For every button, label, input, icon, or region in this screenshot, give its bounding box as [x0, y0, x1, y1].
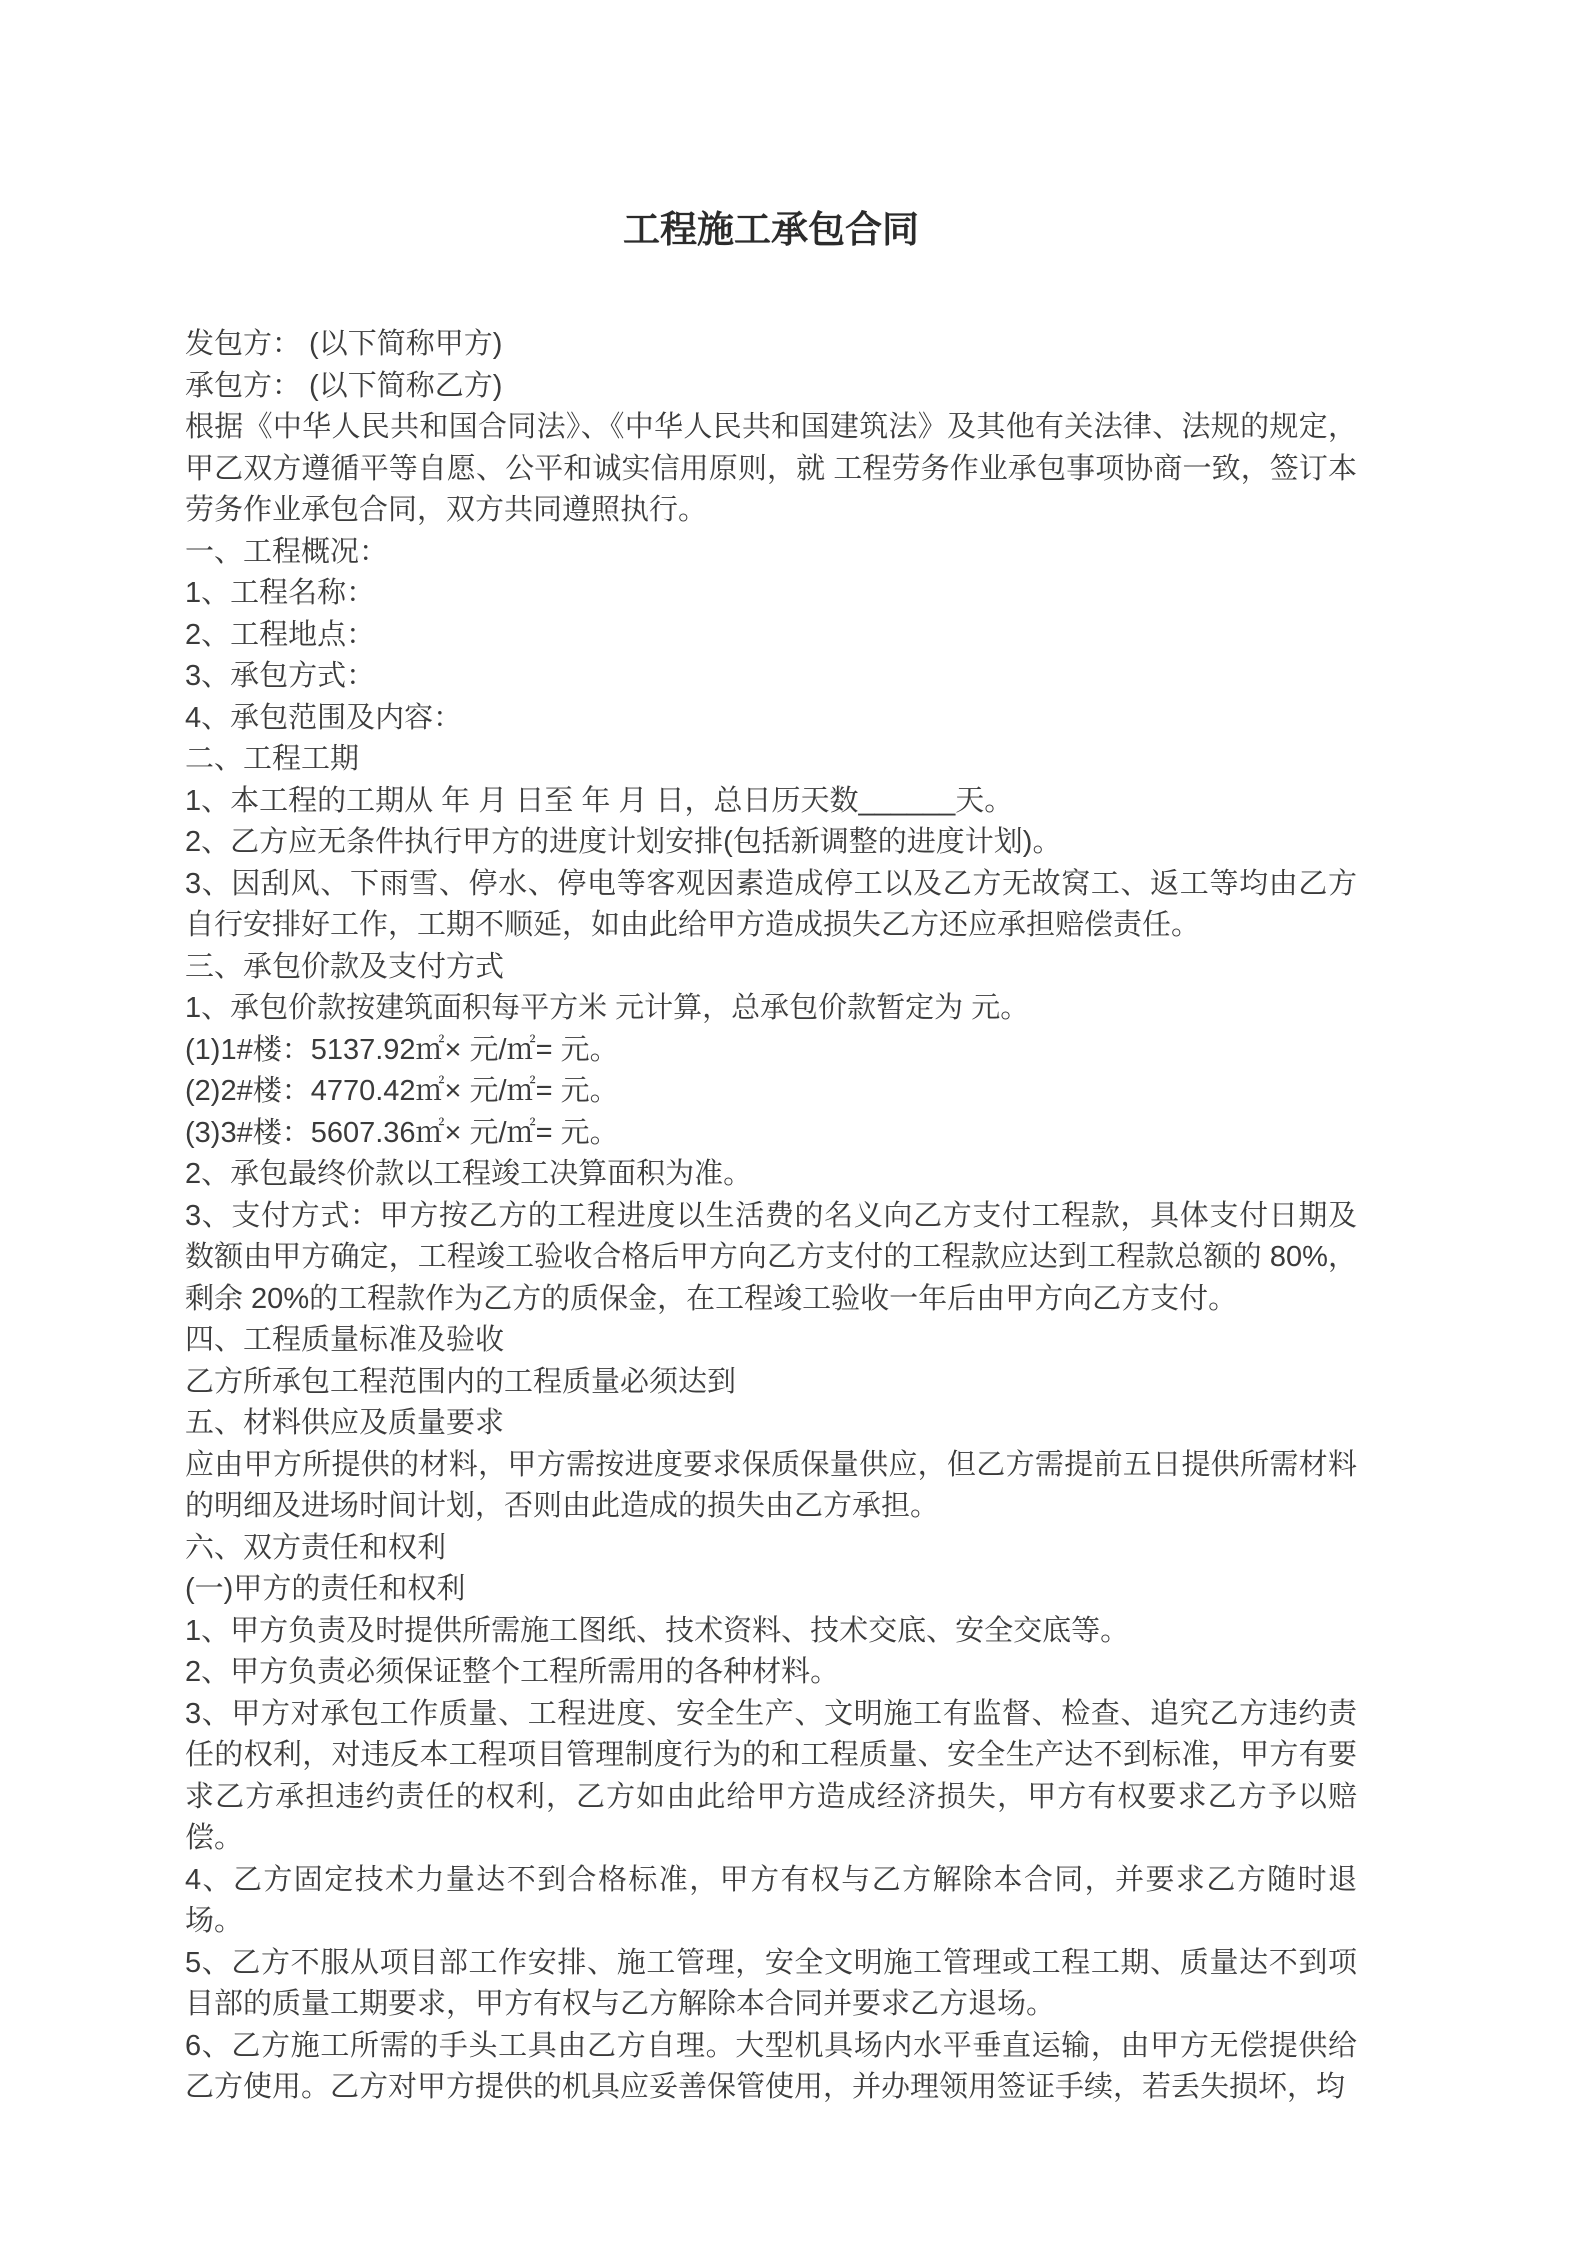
contract-paragraph: 3、甲方对承包工作质量、工程进度、安全生产、文明施工有监督、检查、追究乙方违约责任的权利，对违反本工程项目管理制度行为的和工程质量、安全生产达不到标准，甲方有要求乙方承担违约责任的权利，乙方如由此给甲方造成经济损失，甲方有权要求乙方予以赔偿。	[185, 1697, 1357, 1854]
contract-paragraph: 3、承包方式：	[185, 660, 376, 692]
contract-paragraph: 1、工程名称：	[185, 577, 376, 609]
contract-paragraph: 2、承包最终价款以工程竣工决算面积为准。	[185, 1158, 753, 1190]
contract-paragraph: (1)1#楼：5137.92㎡× 元/㎡= 元。	[185, 1033, 619, 1066]
contract-paragraph: 5、乙方不服从项目部工作安排、施工管理，安全文明施工管理或工程工期、质量达不到项目部的质量工期要求，甲方有权与乙方解除本合同并要求乙方退场。	[185, 1946, 1357, 2020]
contract-paragraph: 3、支付方式：甲方按乙方的工程进度以生活费的名义向乙方支付工程款，具体支付日期及数额由甲方确定，工程竣工验收合格后甲方向乙方支付的工程款应达到工程款总额的 80%，剩余 20%的工程款作为乙方的质保金，在工程竣工验收一年后由甲方向乙方支付。	[185, 1199, 1357, 1315]
contract-paragraph: 1、承包价款按建筑面积每平方米 元计算，总承包价款暂定为 元。	[185, 992, 1030, 1024]
contract-paragraph: 六、双方责任和权利	[185, 1531, 447, 1564]
contract-paragraph: 三、承包价款及支付方式	[185, 950, 505, 983]
contract-paragraph: (2)2#楼：4770.42㎡× 元/㎡= 元。	[185, 1075, 619, 1107]
contract-title: 工程施工承包合同	[623, 209, 919, 250]
contract-paragraph: 2、乙方应无条件执行甲方的进度计划安排(包括新调整的进度计划)。	[185, 826, 1062, 858]
contract-paragraph: (3)3#楼：5607.36㎡× 元/㎡= 元。	[185, 1116, 619, 1149]
contract-paragraph: 1、甲方负责及时提供所需施工图纸、技术资料、技术交底、安全交底等。	[185, 1614, 1130, 1647]
contract-paragraph: 2、甲方负责必须保证整个工程所需用的各种材料。	[185, 1656, 840, 1688]
contract-paragraph: 6、乙方施工所需的手头工具由乙方自理。大型机具场内水平垂直运输，由甲方无偿提供给乙方使用。乙方对甲方提供的机具应妥善保管使用，并办理领用签证手续，若丢失损坏，均	[185, 2029, 1357, 2103]
contract-paragraph: 3、因刮风、下雨雪、停水、停电等客观因素造成停工以及乙方无故窝工、返工等均由乙方自行安排好工作，工期不顺延，如由此给甲方造成损失乙方还应承担赔偿责任。	[185, 867, 1357, 941]
contract-paragraph: 发包方： (以下简称甲方)	[185, 328, 503, 360]
contract-paragraph: 一、工程概况：	[185, 535, 389, 568]
contract-paragraph: 二、工程工期	[185, 743, 360, 775]
contract-paragraph: 四、工程质量标准及验收	[185, 1324, 505, 1356]
contract-content	[185, 208, 1357, 2109]
contract-body	[185, 324, 1357, 2109]
contract-paragraph: 承包方： (以下简称乙方)	[185, 369, 503, 402]
contract-paragraph: (一)甲方的责任和权利	[185, 1573, 466, 1605]
contract-paragraph: 乙方所承包工程范围内的工程质量必须达到	[185, 1365, 737, 1398]
contract-paragraph: 4、乙方固定技术力量达不到合格标准，甲方有权与乙方解除本合同，并要求乙方随时退场。	[185, 1863, 1357, 1937]
contract-paragraph: 五、材料供应及质量要求	[185, 1407, 505, 1439]
contract-paragraph: 4、承包范围及内容：	[185, 701, 463, 734]
contract-paragraph: 1、本工程的工期从 年 月 日至 年 月 日，总日历天数______天。	[185, 784, 1014, 817]
contract-paragraph: 应由甲方所提供的材料，甲方需按进度要求保质保量供应，但乙方需提前五日提供所需材料的明细及进场时间计划，否则由此造成的损失由乙方承担。	[185, 1448, 1357, 1522]
contract-paragraph: 根据《中华人民共和国合同法》、《中华人民共和国建筑法》及其他有关法律、法规的规定，甲乙双方遵循平等自愿、公平和诚实信用原则，就 工程劳务作业承包事项协商一致，签订本劳务作业承包合同，双方共同遵照执行。	[185, 411, 1357, 526]
contract-paragraph: 2、工程地点：	[185, 618, 376, 651]
